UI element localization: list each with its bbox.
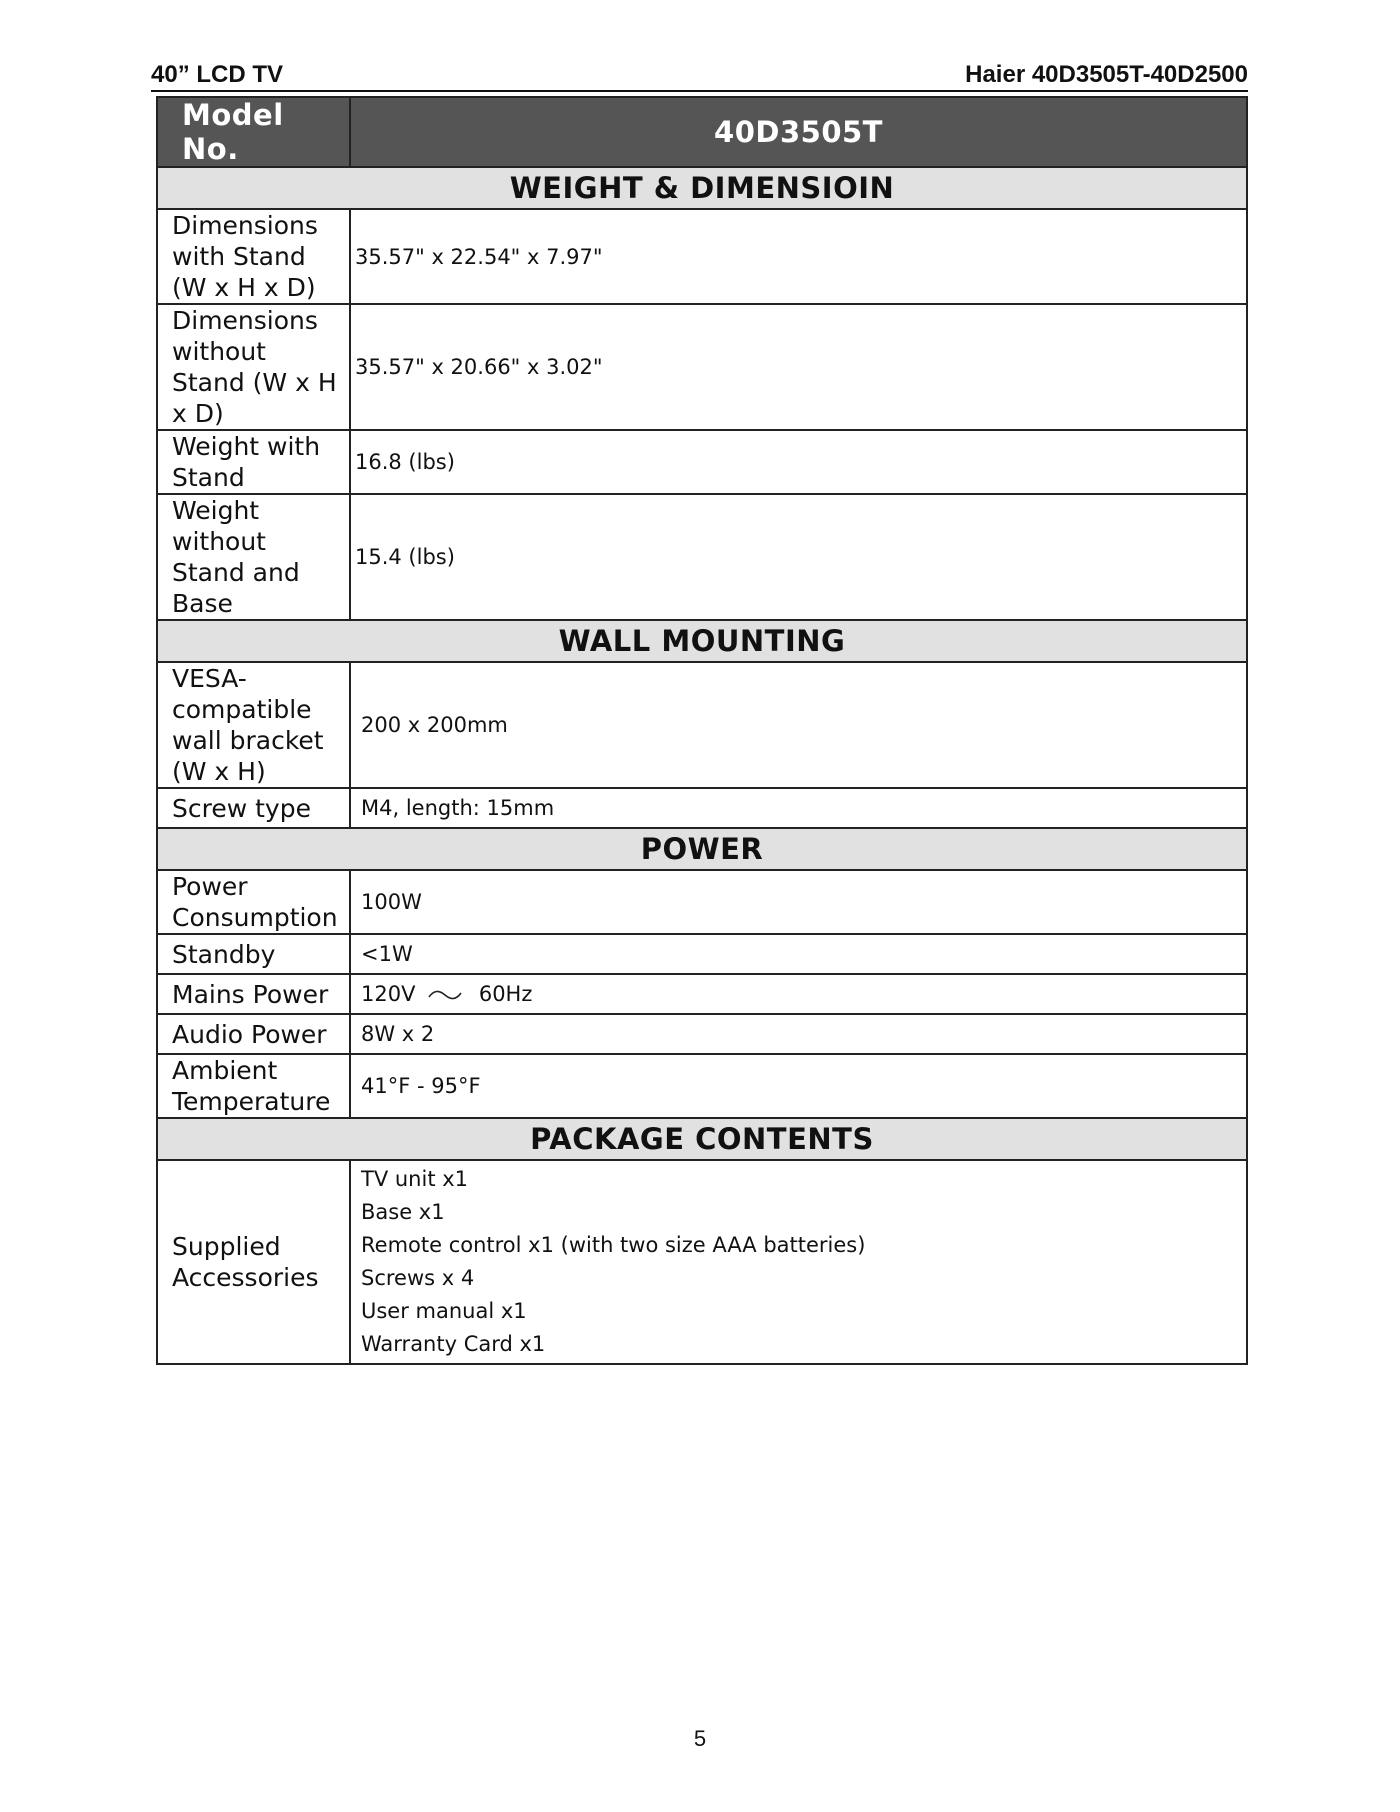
row-value: 35.57" x 20.66" x 3.02" [350, 304, 1247, 430]
row-value: 35.57" x 22.54" x 7.97" [350, 209, 1247, 304]
row-value: 8W x 2 [350, 1014, 1247, 1054]
section-power [157, 828, 1247, 870]
table-row [157, 934, 1247, 974]
row-label: Weight with Stand [157, 430, 350, 494]
row-value: 100W [350, 870, 1247, 934]
model-range-title: Haier 40D3505T-40D2500 [965, 61, 1248, 88]
page-number: 5 [693, 1726, 707, 1751]
section-title: POWER [157, 828, 1247, 870]
row-value: 16.8 (lbs) [350, 430, 1247, 494]
row-label: Mains Power [157, 974, 350, 1014]
section-title: WALL MOUNTING [157, 620, 1247, 662]
section-title: PACKAGE CONTENTS [157, 1118, 1247, 1160]
row-label: Power Consumption [157, 870, 350, 934]
row-value: 41°F - 95°F [350, 1054, 1247, 1118]
model-row [157, 97, 1247, 167]
list-item: Screws x 4 [361, 1266, 475, 1290]
row-label: Supplied Accessories [157, 1160, 350, 1364]
ac-tilde-icon [428, 988, 462, 1002]
list-item: User manual x1 [361, 1299, 527, 1323]
list-item: Base x1 [361, 1200, 445, 1224]
table-row [157, 209, 1247, 304]
table-row [157, 1054, 1247, 1118]
row-label: Dimensions without Stand (W x H x D) [157, 304, 350, 430]
row-label: Dimensions with Stand (W x H x D) [157, 209, 350, 304]
frequency-value: 60Hz [478, 982, 533, 1006]
model-no-label: Model No. [157, 97, 350, 167]
list-item: Warranty Card x1 [361, 1332, 546, 1356]
row-value: M4, length: 15mm [350, 788, 1247, 828]
section-wall-mounting [157, 620, 1247, 662]
table-row [157, 494, 1247, 620]
row-label: Weight without Stand and Base [157, 494, 350, 620]
row-value: 15.4 (lbs) [350, 494, 1247, 620]
row-label: Ambient Temperature [157, 1054, 350, 1118]
row-label: Audio Power [157, 1014, 350, 1054]
voltage-value: 120V [361, 982, 416, 1006]
list-item: TV unit x1 [361, 1167, 469, 1191]
table-row [157, 304, 1247, 430]
table-row [157, 974, 1247, 1014]
table-row [157, 788, 1247, 828]
table-row [157, 1160, 1247, 1364]
table-row [157, 1014, 1247, 1054]
section-weight-dimension [157, 167, 1247, 209]
table-row [157, 870, 1247, 934]
spec-table [156, 96, 1248, 1365]
accessories-list [350, 1160, 1247, 1364]
table-row [157, 430, 1247, 494]
table-row [157, 662, 1247, 788]
row-value: 200 x 200mm [350, 662, 1247, 788]
section-title: WEIGHT & DIMENSIOIN [157, 167, 1247, 209]
row-label: Standby [157, 934, 350, 974]
model-no-value: 40D3505T [350, 97, 1247, 167]
row-value [350, 974, 1247, 1014]
document-title: 40” LCD TV [151, 61, 284, 88]
row-label: Screw type [157, 788, 350, 828]
section-package-contents [157, 1118, 1247, 1160]
list-item: Remote control x1 (with two size AAA batteries) [361, 1233, 866, 1257]
row-value: <1W [350, 934, 1247, 974]
row-label: VESA-compatible wall bracket (W x H) [157, 662, 350, 788]
page-header [151, 60, 1248, 92]
